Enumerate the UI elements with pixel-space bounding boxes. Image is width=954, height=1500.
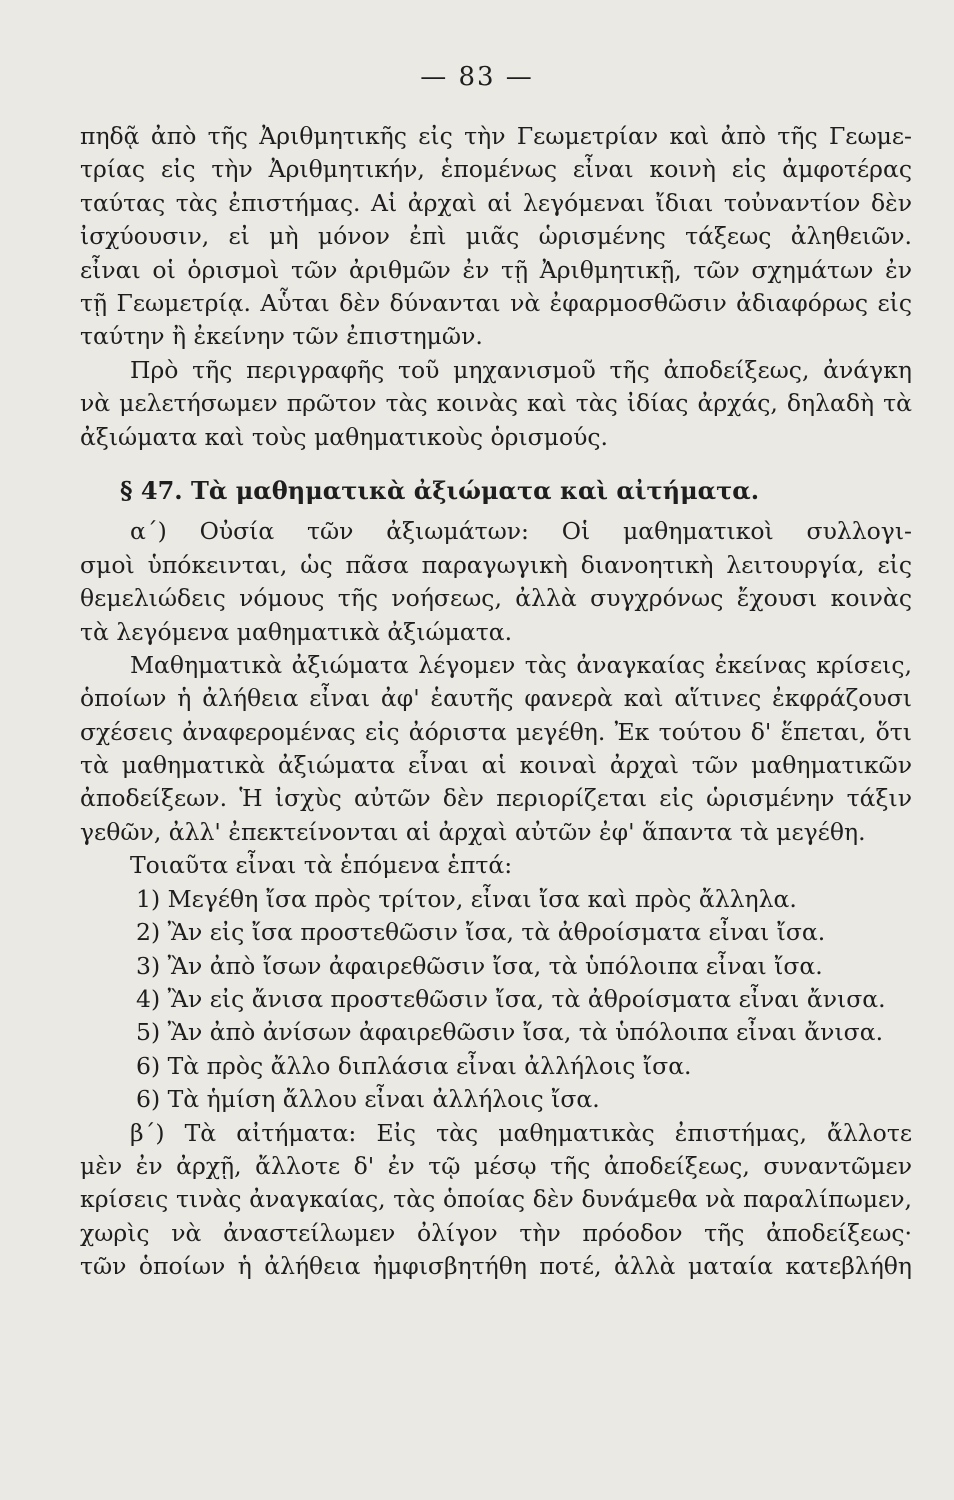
section-heading: § 47. Τὰ μαθηματικὰ ἀξιώματα καὶ αἰτήματα.	[120, 475, 760, 505]
text-line: σχέσεις ἀναφερομένας εἰς ἀόριστα μεγέθη. Ἐκ τούτου δ' ἕπεται, ὅτι	[80, 717, 912, 746]
list-item: 1) Μεγέθη ἴσα πρὸς τρίτον, εἶναι ἴσα καὶ πρὸς ἄλληλα.	[136, 884, 797, 913]
text-line: θεμελιώδεις νόμους τῆς νοήσεως, ἀλλὰ συγχρόνως ἔχουσι κοινὰς	[80, 584, 912, 613]
text-line: σμοὶ ὑπόκεινται, ὡς πᾶσα παραγωγικὴ διανοητικὴ λειτουργία, εἰς	[80, 550, 912, 579]
text-line: ταύτας τὰς ἐπιστήμας. Αἱ ἀρχαὶ αἱ λεγόμεναι ἴδιαι τοὐναντίον δὲν	[80, 188, 912, 217]
text-line: τὰ λεγόμενα μαθηματικὰ ἀξιώματα.	[80, 617, 513, 646]
text-line: Πρὸ τῆς περιγραφῆς τοῦ μηχανισμοῦ τῆς ἀποδείξεως, ἀνάγκη	[130, 355, 912, 384]
list-item: 4) Ἂν εἰς ἄνισα προστεθῶσιν ἴσα, τὰ ἀθροίσματα εἶναι ἄνισα.	[136, 984, 886, 1013]
list-item: 6) Τὰ ἡμίση ἄλλου εἶναι ἀλλήλοις ἴσα.	[136, 1085, 600, 1114]
text-line: Μαθηματικὰ ἀξιώματα λέγομεν τὰς ἀναγκαίας ἐκείνας κρίσεις,	[130, 650, 912, 679]
list-item: 2) Ἂν εἰς ἴσα προστεθῶσιν ἴσα, τὰ ἀθροίσματα εἶναι ἴσα.	[136, 918, 826, 947]
text-line: ταύτην ἢ ἐκείνην τῶν ἐπιστημῶν.	[80, 322, 483, 351]
body-text	[80, 120, 912, 1283]
text-line: γεθῶν, ἀλλ' ἐπεκτείνονται αἱ ἀρχαὶ αὐτῶν ἐφ' ἅπαντα τὰ μεγέθη.	[80, 817, 866, 846]
text-line: ὁποίων ἡ ἀλήθεια εἶναι ἀφ' ἑαυτῆς φανερὰ καὶ αἵτινες ἐκφράζουσι	[80, 684, 912, 713]
text-line: πηδᾷ ἀπὸ τῆς Ἀριθμητικῆς εἰς τὴν Γεωμετρίαν καὶ ἀπὸ τῆς Γεωμε-	[80, 122, 912, 150]
text-line: β΄) Τὰ αἰτήματα: Εἰς τὰς μαθηματικὰς ἐπιστήμας, ἄλλοτε	[130, 1118, 912, 1147]
text-line: εἶναι οἱ ὁρισμοὶ τῶν ἀριθμῶν ἐν τῇ Ἀριθμητικῇ, τῶν σχημάτων ἐν	[80, 255, 912, 284]
list-intro: Τοιαῦτα εἶναι τὰ ἑπόμενα ἑπτά:	[130, 851, 513, 880]
text-line: κρίσεις τινὰς ἀναγκαίας, τὰς ὁποίας δὲν δυνάμεθα νὰ παραλίπωμεν,	[80, 1185, 912, 1214]
text-line: χωρὶς νὰ ἀναστείλωμεν ὀλίγον τὴν πρόοδον τῆς ἀποδείξεως·	[80, 1218, 912, 1247]
text-line: νὰ μελετήσωμεν πρῶτον τὰς κοινὰς καὶ τὰς ἰδίας ἀρχάς, δηλαδὴ τὰ	[80, 389, 912, 418]
text-line: μὲν ἐν ἀρχῇ, ἄλλοτε δ' ἐν τῷ μέσῳ τῆς ἀποδείξεως, συναντῶμεν	[80, 1151, 912, 1180]
text-line: τῶν ὁποίων ἡ ἀλήθεια ἠμφισβητήθη ποτέ, ἀλλὰ ματαία κατεβλήθη	[80, 1252, 912, 1281]
list-item: 5) Ἂν ἀπὸ ἀνίσων ἀφαιρεθῶσιν ἴσα, τὰ ὑπόλοιπα εἶναι ἄνισα.	[136, 1018, 884, 1047]
text-line: ἰσχύουσιν, εἰ μὴ μόνον ἐπὶ μιᾶς ὡρισμένης τάξεως ἀληθειῶν.	[80, 222, 912, 251]
text-line: τρίας εἰς τὴν Ἀριθμητικήν, ἑπομένως εἶναι κοινὴ εἰς ἀμφοτέρας	[80, 155, 912, 184]
list-item: 6) Τὰ πρὸς ἄλλο διπλάσια εἶναι ἀλλήλοις ἴσα.	[136, 1051, 692, 1080]
list-item: 3) Ἂν ἀπὸ ἴσων ἀφαιρεθῶσιν ἴσα, τὰ ὑπόλοιπα εἶναι ἴσα.	[136, 951, 823, 980]
text-line: τὰ μαθηματικὰ ἀξιώματα εἶναι αἱ κοιναὶ ἀρχαὶ τῶν μαθηματικῶν	[80, 751, 912, 780]
text-line: τῇ Γεωμετρίᾳ. Αὗται δὲν δύνανται νὰ ἐφαρμοσθῶσιν ἀδιαφόρως εἰς	[80, 288, 912, 317]
text-line: ἀποδείξεων. Ἡ ἰσχὺς αὐτῶν δὲν περιορίζεται εἰς ὡρισμένην τάξιν	[80, 784, 912, 813]
text-line: ἀξιώματα καὶ τοὺς μαθηματικοὺς ὁρισμούς.	[80, 422, 609, 451]
text-line: α΄) Οὐσία τῶν ἀξιωμάτων: Οἱ μαθηματικοὶ συλλογι-	[130, 517, 912, 546]
page-number: — 83 —	[420, 62, 534, 92]
